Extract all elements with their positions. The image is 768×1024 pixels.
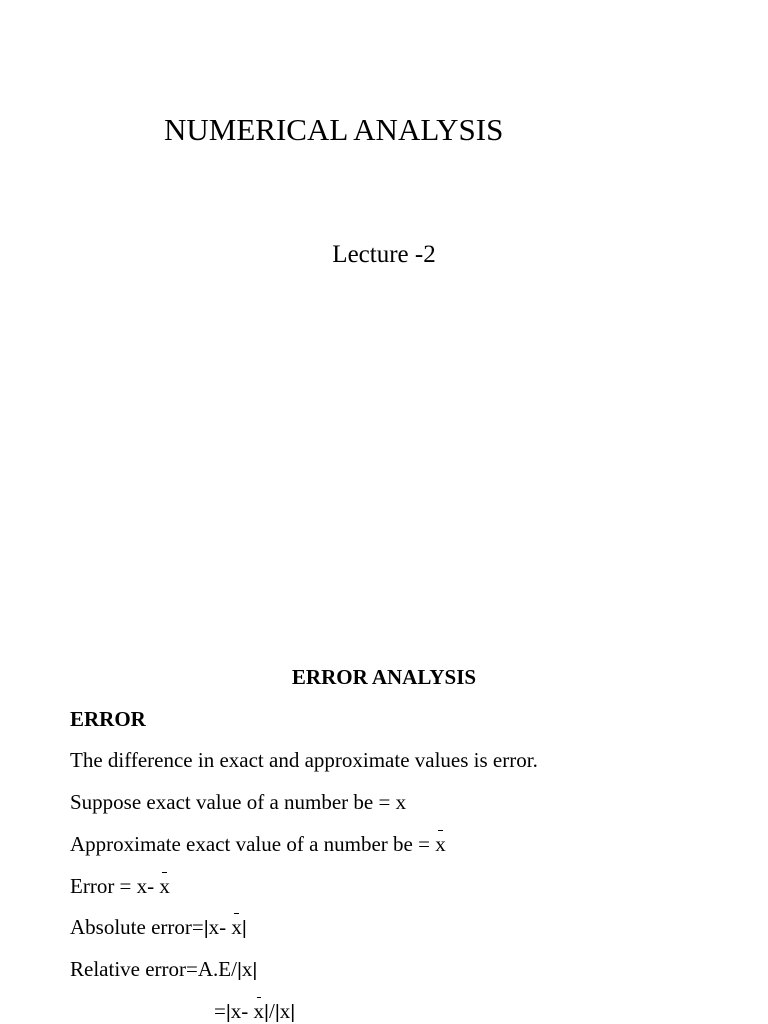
- document-title: NUMERICAL ANALYSIS: [164, 112, 504, 147]
- exact-value-line: Suppose exact value of a number be = x: [70, 790, 407, 814]
- absolute-error-line: [70, 917, 247, 938]
- abs-bar-close: |: [241, 918, 247, 939]
- equals-sign: =: [214, 999, 226, 1023]
- x-bar-symbol: x: [435, 832, 446, 856]
- section-heading: ERROR ANALYSIS: [291, 665, 477, 689]
- relative-error-line: [70, 959, 257, 980]
- rel2-x-2: x: [279, 999, 291, 1023]
- rel-x: x: [241, 957, 253, 981]
- abs-bar-open: |: [203, 918, 209, 939]
- rel2-x: x-: [230, 999, 254, 1023]
- rel2-bar-close: |: [264, 1002, 269, 1023]
- relative-error-text: Relative error=A.E/: [70, 957, 237, 981]
- rel2-bar-close-2: |: [290, 1002, 296, 1023]
- error-formula-text: Error = x-: [70, 874, 160, 898]
- error-definition: The difference in exact and approximate values is error.: [70, 748, 538, 772]
- rel-bar-close: |: [252, 960, 258, 981]
- x-bar-symbol: x: [231, 915, 242, 939]
- absolute-error-text: Absolute error=: [70, 915, 204, 939]
- division-sign: /: [268, 999, 275, 1023]
- lecture-number: Lecture -2: [332, 241, 436, 268]
- x-bar-symbol: x: [159, 874, 170, 898]
- rel2-bar-open: |: [225, 1002, 231, 1023]
- approximate-value-line: [70, 834, 446, 855]
- x-bar-symbol: x: [253, 999, 265, 1023]
- error-formula-line: [70, 876, 170, 897]
- relative-error-expanded-line: [214, 1001, 295, 1022]
- abs-x: x-: [208, 915, 232, 939]
- rel-bar-open: |: [236, 960, 242, 981]
- approximate-value-text: Approximate exact value of a number be =: [70, 832, 436, 856]
- rel2-bar-open-2: |: [274, 1002, 280, 1023]
- subheading-error: ERROR: [70, 707, 146, 731]
